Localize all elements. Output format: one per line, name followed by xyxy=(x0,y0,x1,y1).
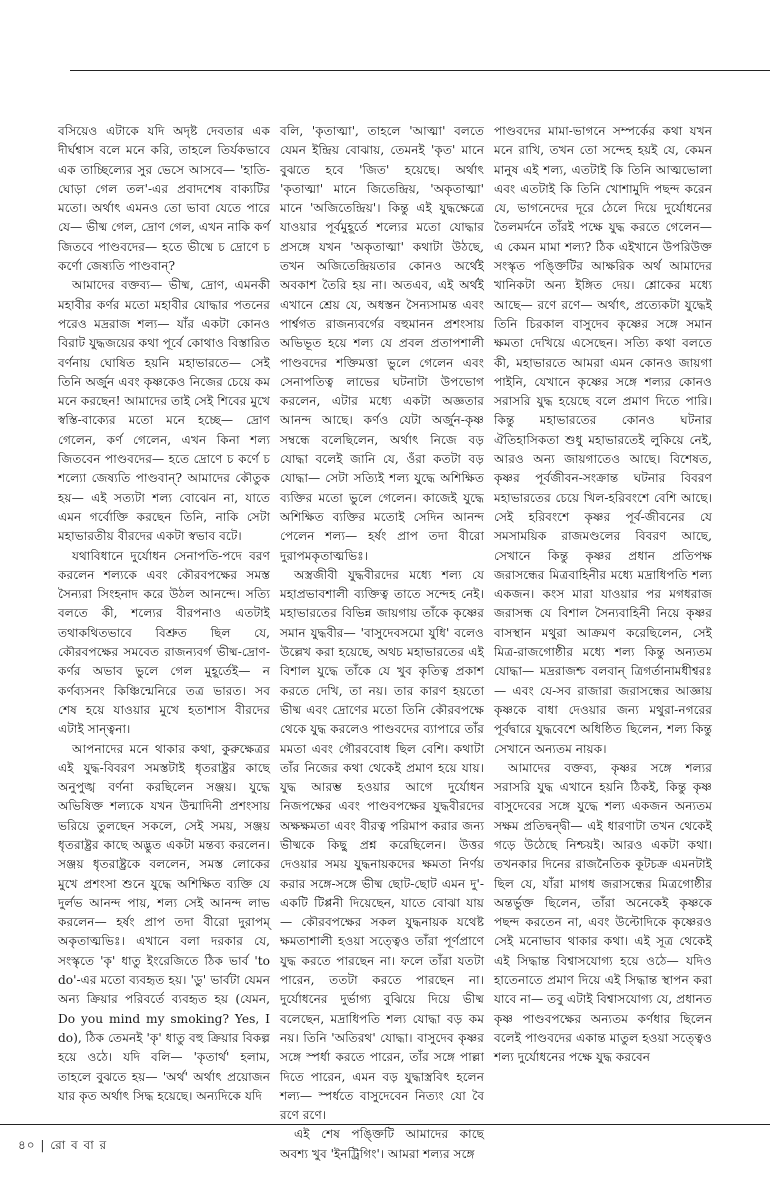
paragraph: এই শেষ পঙ্ক্তিটি আমাদের কাছে অবশ্য খুব 'ইনট্রিগিং'। আমরা শল্যর সঙ্গে xyxy=(280,1127,484,1161)
magazine-name: রো ব বা র xyxy=(50,1138,108,1152)
paragraph: আপনাদের মনে থাকার কথা, কুরুক্ষেত্রর এই যুদ্ধ-বিবরণ সমস্তটাই ধৃতরাষ্ট্রর কাছে অনুপুঙ্খ বর্ণনা করছিলেন সঞ্জয়। যুদ্ধে অভিষিক্ত শল্যকে যখন উন্মাদিনী প্রশংসায় ভরিয়ে তুলছেন সকলে, সেই সময়, সঞ্জয় ধৃতরাষ্ট্রর কাছে অদ্ভুত একটা মন্তব্য করলেন। সঞ্জয় ধৃতরাষ্ট্রকে বললেন, সমস্ত লোকের মুখে প্রশংসা শুনে যুদ্ধে অশিক্ষিত ব্যক্তি যে দুর্লভ আনন্দ পায়, শল্য সেই আনন্দ লাভ করলেন— হর্ষং প্রাপ তদা বীরো দুরাপম্ অকৃতাত্মভিঃ। এখানে বলা দরকার যে, সংস্কৃতে 'কৃ' ধাতু ইংরেজিতে ঠিক ভার্ব 'to do'-এর মতো ব্যবহৃত হয়। 'ডু' ভার্বটা যেমন অন্য ক্রিয়ার পরিবর্তে ব্যবহৃত হয় (যেমন, Do you mind my smoking? Yes, I do), ঠিক তেমনই 'কৃ' ধাতু বহু ক্রিয়ার বিকল্প হয়ে ওঠে। যদি বলি— 'কৃতার্থ' হলাম, তাহলে বুঝতে হয়— 'অর্থ' অর্থাৎ প্রয়োজন যার কৃত অর্থাৎ সিদ্ধ হয়েছে। অন্যদিকে যদি xyxy=(58,741,270,1103)
paragraph: অস্ত্রজীবী যুদ্ধবীরদের মধ্যে শল্য যে মহাপ্রভাবশালী ব্যক্তিত্ব তাতে সন্দেহ নেই। মহাভারতের বিভিন্ন জায়গায় তাঁকে কৃষ্ণের সমান যুদ্ধবীর— 'বাসুদেবসমো যুধি' বলেও উল্লেখ করা হয়েছে, অথচ মহাভারতের এই বিশাল যুদ্ধে তাঁকে যে খুব কৃতিত্ব প্রকাশ করতে দেখি, তা নয়। তার কারণ হয়তো ভীষ্ম এবং দ্রোণের মতো তিনি কৌরবপক্ষে থেকে যুদ্ধ করলেও পাণ্ডবদের ব্যাপারে তাঁর মমতা এবং গৌরববোধ ছিল বেশি। কথাটা তাঁর নিজের কথা থেকেই প্রমাণ হয়ে যায়। যুদ্ধ আরম্ভ হওয়ার আগে দুর্যোধন নিজপক্ষের এবং পাণ্ডবপক্ষের যুদ্ধবীরদের অক্ষক্ষমতা এবং বীরত্ব পরিমাপ করার জন্য ভীষ্মকে কিছু প্রশ্ন করেছিলেন। উত্তর দেওয়ার সময় যুদ্ধনায়কদের ক্ষমতা নির্ণয় করার সঙ্গে-সঙ্গে ভীষ্ম ছোট-ছোট এমন দু'-একটি টিপ্পনী দিয়েছেন, যাতে বোঝা যায়— কৌরবপক্ষের সকল যুদ্ধনায়ক যথেষ্ট ক্ষমতাশালী হওয়া সত্ত্বেও তাঁরা পূর্ণপ্রাণে যুদ্ধ করতে পারছেন না। ফলে তাঁরা যতটা পারেন, ততটা করতে পারছেন না। দুর্যোধনের দুর্ভাগ্য বুঝিয়ে দিয়ে ভীষ্ম বলেছেন, মদ্রাধিপতি শল্য যোদ্ধা বড় কম নয়। তিনি 'অতিরথ' যোদ্ধা। বাসুদেব কৃষ্ণর সঙ্গে স্পর্ধা করতে পারেন, তাঁর সঙ্গে পাল্লা দিতে পারেন, এমন বড় যুদ্ধাস্ত্রবিৎ হলেন শল্য— স্পর্ধতে বাসুদেবেন নিত্যং যো বৈ রণে রণে। xyxy=(280,567,484,1123)
paragraph: বলি, 'কৃতাত্মা', তাহলে 'আত্মা' বলতে যেমন ইন্দ্রিয় বোঝায়, তেমনই 'কৃত' মানে বুঝতে হবে 'জিত' হয়েছে। অর্থাৎ 'কৃতাত্মা' মানে জিতেন্দ্রিয়, 'অকৃতাত্মা' মানে 'অজিতেন্দ্রিয়'। কিন্তু এই যুদ্ধক্ষেত্রে যাওয়ার পূর্বমুহূর্তে শল্যের মতো যোদ্ধার প্রসঙ্গে যখন 'অকৃতাত্মা' কথাটা উঠছে, তখন অজিতেন্দ্রিয়তার কোনও অর্থেই অবকাশ তৈরি হয় না। অতএব, এই অর্থই এখানে শ্রেয় যে, অধস্তন সৈন্যসামন্ত এবং পার্শ্বগত রাজন্যবর্গের বহুমানন প্রশংসায় অভিভূত হয়ে শল্য যে প্রবল প্রতাপশালী পাণ্ডবদের শক্তিমত্তা ভুলে গেলেন এবং সেনাপতিত্ব লাভের ঘটনাটা উপভোগ করলেন, এটার মধ্যে একটা অজ্ঞতার আনন্দ আছে। কর্ণও যেটা অর্জুন-কৃষ্ণ সম্বন্ধে বলেছিলেন, অর্থাৎ নিজে বড় যোদ্ধা বলেই জানি যে, ওঁরা কতটা বড় যোদ্ধা— সেটা সত্যিই শল্য যুদ্ধে অশিক্ষিত ব্যক্তির মতো ভুলে গেলেন। কাজেই যুদ্ধে অশিক্ষিত ব্যক্তির মতোই সেদিন আনন্দ পেলেন শল্য— হর্ষং প্রাপ তদা বীরো দুরাপমকৃতাত্মভিঃ। xyxy=(280,124,484,563)
article-column-1 xyxy=(58,122,270,1112)
article-column-3 xyxy=(494,122,712,1112)
paragraph: যথাবিধানে দুর্যোধন সেনাপতি-পদে বরণ করলেন শল্যকে এবং কৌরবপক্ষের সমস্ত সৈন্যরা সিংহনাদ করে উঠল আনন্দে। সত্যি বলতে কী, শল্যের বীরপনাও এতটাই তথাকথিতভাবে বিশ্রুত ছিল যে, কৌরবপক্ষের সমবেত রাজন্যবর্গ ভীষ্ম-দ্রোণ-কর্ণর অভাব ভুলে গেল মুহূর্তেই— ন কর্ণব্যসনং কিঞ্চিন্মেনিরে তত্র ভারত। সব শেষ হয়ে যাওয়ার মুখে হতাশাস বীরদের এটাই সান্ত্বনা। xyxy=(58,548,270,737)
paragraph: বসিয়েও এটাকে যদি অদৃষ্ট দেবতার এক দীর্ঘশ্বাস বলে মনে করি, তাহলে তির্যকভাবে এক তাচ্ছিল্যের সুর ভেসে আসবে— 'হাতি-ঘোড়া গেল তল'-এর প্রবাদশেষ বাক্যটির মতো। অর্থাৎ এমনও তো ভাবা যেতে পারে যে— ভীষ্ম গেল, দ্রোণ গেল, এখন নাকি কর্ণ জিতবে পাণ্ডবদের— হতে ভীষ্মে চ দ্রোণে চ কর্ণো জেষ্যতি পাণ্ডবান্? xyxy=(58,124,270,274)
footer-rule xyxy=(0,1124,770,1125)
paragraph: আমাদের বক্তব্য, কৃষ্ণর সঙ্গে শল্যর সরাসরি যুদ্ধ এখানে হয়নি ঠিকই, কিন্তু কৃষ্ণ বাসুদেবের সঙ্গে যুদ্ধে শল্য একজন অন্যতম সক্ষম প্রতিদ্বন্দ্বী— এই ধারণাটা তখন থেকেই গড়ে উঠেছে নিশ্চয়ই। আরও একটা কথা। তখনকার দিনের রাজনৈতিক কূটচক্র এমনটাই ছিল যে, যাঁরা মাগধ জরাসন্ধের মিত্রগোষ্ঠীর অন্তর্ভুক্ত ছিলেন, তাঁরা অনেকেই কৃষ্ণকে পছন্দ করতেন না, এবং উল্টোদিকে কৃষ্ণেরও সেই মনোভাব থাকার কথা। এই সূত্র থেকেই এই সিদ্ধান্ত বিশ্বাসযোগ্য হয়ে ওঠে— যদিও হাতেনাতে প্রমাণ দিয়ে এই সিদ্ধান্ত স্থাপন করা যাবে না— তবু এটাই বিশ্বাসযোগ্য যে, প্রধানত কৃষ্ণ পাণ্ডবপক্ষের অন্যতম কর্ণধার ছিলেন বলেই পাণ্ডবদের একান্ত মাতুল হওয়া সত্ত্বেও শল্য দুর্যোধনের পক্ষে যুদ্ধ করবেন xyxy=(494,760,712,1065)
paragraph: পাণ্ডবদের মামা-ভাগনে সম্পর্কের কথা যখন মনে রাখি, তখন তো সন্দেহ হয়ই যে, কেমন মানুষ এই শল্য, এতটাই কি তিনি আত্মভোলা এবং এতটাই কি তিনি খোশামুদি পছন্দ করেন যে, ভাগনেদের দূরে ঠেলে দিয়ে দুর্যোধনের তৈলমর্দনে তাঁরই পক্ষে যুদ্ধ করতে গেলেন— এ কেমন মামা শল্য? ঠিক এইখানে উপরিউক্ত সংস্কৃত পঙ্ক্তিটির আক্ষরিক অর্থ আমাদের খানিকটা অন্য ইঙ্গিত দেয়। শ্লোকের মধ্যে আছে— রণে রণে— অর্থাৎ, প্রত্যেকটা যুদ্ধেই তিনি চিরকাল বাসুদেব কৃষ্ণের সঙ্গে সমান ক্ষমতা দেখিয়ে এসেছেন। সত্যি কথা বলতে কী, মহাভারতে আমরা এমন কোনও জায়গা পাইনি, যেখানে কৃষ্ণের সঙ্গে শল্যর কোনও সরাসরি যুদ্ধ হয়েছে বলে প্রমাণ দিতে পারি। কিন্তু মহাভারতের কোনও ঘটনার ঐতিহাসিকতা শুধু মহাভারতেই লুকিয়ে নেই, আরও অন্য জায়গাতেও আছে। বিশেষত, কৃষ্ণর পূর্বজীবন-সংক্রান্ত ঘটনার বিবরণ মহাভারতের চেয়ে খিল-হরিবংশে বেশি আছে। সেই হরিবংশে কৃষ্ণর পূর্ব-জীবনের যে সমসাময়িক রাজমণ্ডলের বিবরণ আছে, সেখানে কিন্তু কৃষ্ণর প্রধান প্রতিপক্ষ জরাসন্ধের মিত্রবাহিনীর মধ্যে মদ্রাধিপতি শল্য একজন। কংস মারা যাওয়ার পর মগধরাজ জরাসন্ধ যে বিশাল সৈন্যবাহিনী নিয়ে কৃষ্ণর বাসস্থান মথুরা আক্রমণ করেছিলেন, সেই মিত্র-রাজগোষ্ঠীর মধ্যে শল্য কিন্তু অন্যতম যোদ্ধা— মদ্ররাজশ্চ বলবান্ ত্রিগর্তানামধীশ্বরঃ— এবং যে-সব রাজারা জরাসন্ধের আজ্ঞায় কৃষ্ণকে বাধা দেওয়ার জন্য মথুরা-নগরের পূর্বদ্বারে যুদ্ধবেশে অধিষ্ঠিত ছিলেন, শল্য কিন্তু সেখানে অন্যতম নায়ক। xyxy=(494,124,712,756)
header-rule xyxy=(70,70,770,71)
paragraph: আমাদের বক্তব্য— ভীষ্ম, দ্রোণ, এমনকী মহাবীর কর্ণর মতো মহাবীর যোদ্ধার পতনের পরেও মদ্ররাজ শল্য— যাঁর একটা কোনও বিরাট যুদ্ধজয়ের কথা পূর্বে কোথাও বিস্তারিত বর্ণনায় ঘোষিত হয়নি মহাভারতে— সেই তিনি অর্জুন এবং কৃষ্ণকেও নিজের চেয়ে কম মনে করছেন! আমাদের তাই সেই শিবের মুখে স্বস্তি-বাক্যের মতো মনে হচ্ছে— দ্রোণ গেলেন, কর্ণ গেলেন, এখন কিনা শল্য জিতবেন পাণ্ডবদের— হতে দ্রোণে চ কর্ণে চ শল্যো জেষ্যতি পাণ্ডবান্? আমাদের কৌতুক হয়— এই সত্যটা শল্য বোঝেন না, যাতে এমন গর্বোক্তি করছেন তিনি, নাকি সেটা মহাভারতীয় বীরদের একটা স্বভাব বটে। xyxy=(58,278,270,544)
page-footer xyxy=(18,1137,107,1153)
page-number: ৪০ xyxy=(18,1138,36,1152)
footer-separator: | xyxy=(40,1138,46,1152)
article-column-2 xyxy=(280,122,484,1161)
